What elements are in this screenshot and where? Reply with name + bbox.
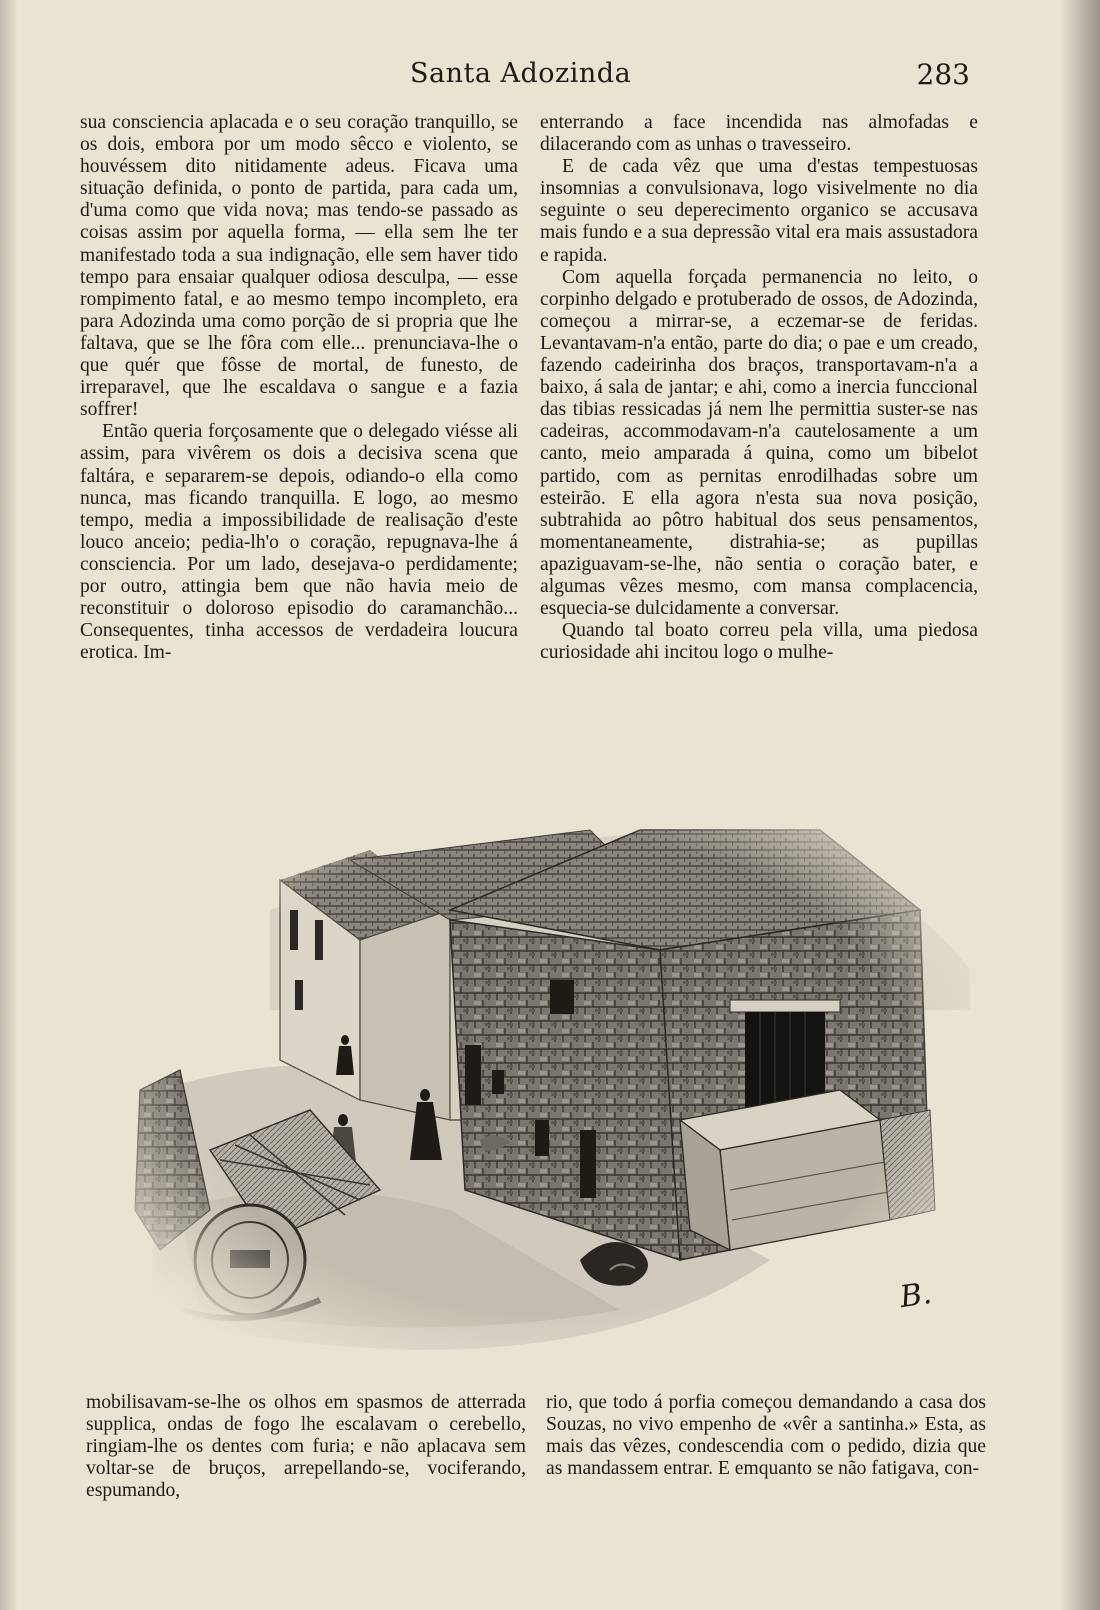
- text-column-right-top: [540, 112, 978, 664]
- text-column-right-bottom: [546, 1392, 986, 1480]
- illustrator-signature: B.: [897, 1275, 934, 1316]
- paragraph: rio, que todo á porfia começou demandando a casa dos Souzas, no vivo empenho de «vêr a santinha.» Esta, as mais das vêzes, condescendia com o pedido, dizia que as mandassem entrar. E emquanto se não fatigava, con-: [546, 1392, 986, 1480]
- paragraph: Com aquella forçada permanencia no leito, o corpinho delgado e protuberado de ossos, de Adozinda, começou a mirrar-se, a eczemar-se de feridas. Levantavam-n'a então, parte do dia; o pae e um creado, fazendo cadeirinha dos braços, transportavam-n'a a baixo, á sala de jantar; e ahi, como a inercia funccional das tibias ressicadas já nem lhe permittia suster-se nas cadeiras, accommodavam-n'a cautelosamente a um canto, meio amparada á quina, como um bibelot partido, com as pernitas enrodilhadas sobre um esteirão. E ella agora n'esta sua nova posição, subtrahida ao pôtro habitual dos seus pensamentos, momentaneamente, distrahia-se; as pupillas apaziguavam-se-lhe, não sentia o coração bater, e algumas vêzes mesmo, com mansa complacencia, esquecia-se dulcidamente a conversar.: [540, 266, 978, 620]
- text-column-left-bottom: [86, 1392, 526, 1502]
- running-title: Santa Adozinda: [410, 58, 632, 89]
- page-number: 283: [916, 58, 970, 91]
- paragraph: sua consciencia aplacada e o seu coração tranquillo, se os dois, embora por um modo sêcco e violento, se houvéssem dito nitidamente adeus. Ficava uma situação definida, o ponto de partida, para cada um, d'uma como que vida nova; mas tendo-se passado as coisas assim por aquella forma, — ella sem lhe ter manifestado toda a sua indignação, elle sem haver tido tempo para ensaiar qualquer odiosa desculpa, — esse rompimento fatal, e ao mesmo tempo incompleto, era para Adozinda uma como porção de si propria que lhe faltava, que se lhe fôra com elle... prenunciava-lhe o que quér que fôsse de mortal, de funesto, de irreparavel, que lhe escaldava o sangue e a fazia soffrer!: [80, 112, 518, 421]
- text-column-left-top: [80, 112, 518, 664]
- paragraph: Quando tal boato correu pela villa, uma piedosa curiosidade ahi incitou logo o mulhe-: [540, 620, 978, 664]
- page-edge-shadow-right: [1060, 0, 1100, 1610]
- paragraph: mobilisavam-se-lhe os olhos em spasmos de atterrada supplica, ondas de fogo lhe escalavam o cerebello, ringiam-lhe os dentes com furia; e não aplacava sem voltar-se de bruços, arrepellando-se, vociferando, espumando,: [86, 1392, 526, 1502]
- running-head: [80, 58, 980, 98]
- illustration-village-street: [120, 790, 980, 1360]
- illustration-drawing: [120, 790, 980, 1360]
- paragraph: E de cada vêz que uma d'estas tempestuosas insomnias a convulsionava, logo visivelmente no dia seguinte o seu deperecimento organico se accusava mais fundo e a sua depressão vital era mais assustadora e rapida.: [540, 156, 978, 266]
- page-edge-shadow-left: [0, 0, 18, 1610]
- paragraph: enterrando a face incendida nas almofadas e dilacerando com as unhas o travesseiro.: [540, 112, 978, 156]
- paragraph: Então queria forçosamente que o delegado viésse ali assim, para vivêrem os dois a decisiva scena que faltára, e separarem-se depois, odiando-o ella como nunca, mas ficando tranquilla. E logo, ao mesmo tempo, media a impossibilidade de realisação d'este louco anceio; pedia-lh'o o coração, repugnava-lhe á consciencia. Por um lado, desejava-o perdidamente; por outro, attingia bem que não havia meio de reconstituir o doloroso episodio do caramanchão... Consequentes, tinha accessos de verdadeira loucura erotica. Im-: [80, 421, 518, 664]
